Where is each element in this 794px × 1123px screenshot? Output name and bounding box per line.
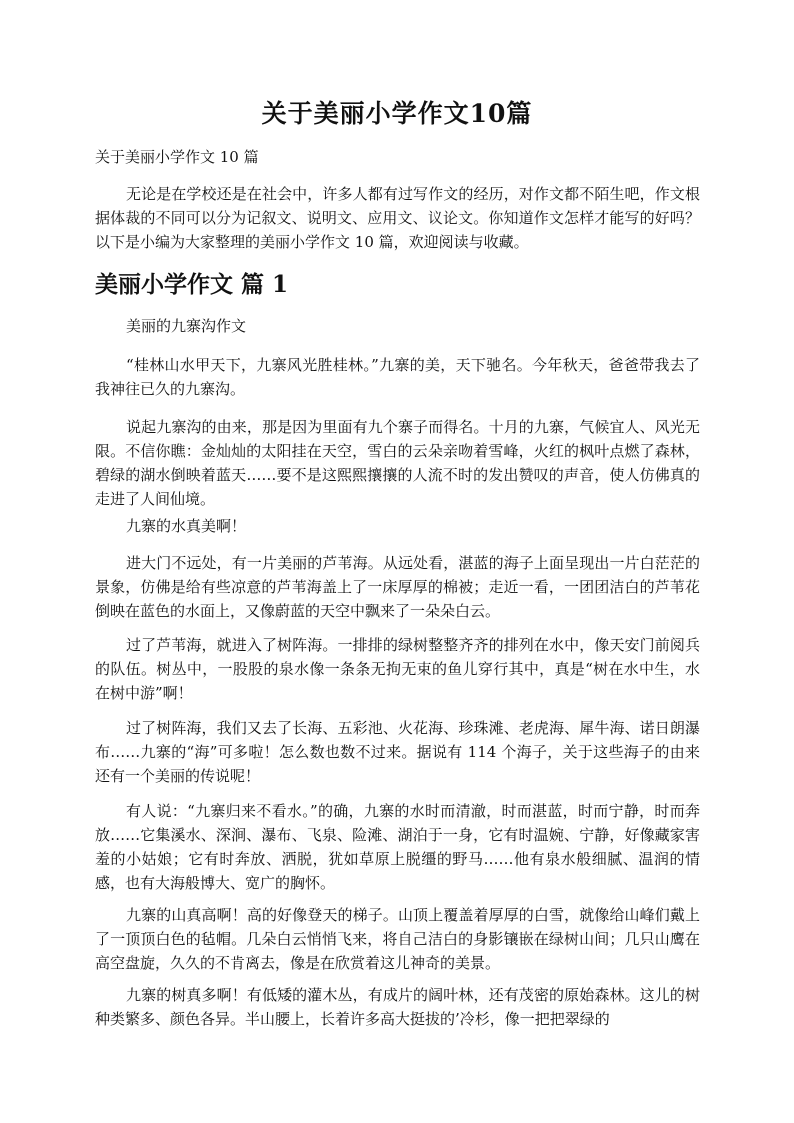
document-subtitle: 关于美丽小学作文 10 篇 bbox=[95, 148, 259, 166]
body-paragraph: 九寨的山真高啊！高的好像登天的梯子。山顶上覆盖着厚厚的白雪，就像给山峰们戴上了一顶顶白色的毡帽。几朵白云悄悄飞来，将自己洁白的身影镶嵌在绿树山间；几只山鹰在高空盘旋，久久的不肯离去，像是在欣赏着这儿神奇的美景。 bbox=[95, 906, 700, 972]
body-paragraph: 九寨的树真多啊！有低矮的灌木丛，有成片的阔叶林，还有茂密的原始森林。这儿的树种类繁多、颜色各异。半山腰上，长着许多高大挺拔的’冷杉，像一把把翠绿的 bbox=[95, 986, 700, 1028]
body-paragraph: 说起九寨沟的由来，那是因为里面有九个寨子而得名。十月的九寨，气候宜人、风光无限。不信你瞧：金灿灿的太阳挂在天空，雪白的云朵亲吻着雪峰，火红的枫叶点燃了森林，碧绿的湖水倒映着蓝天……要不是这熙熙攘攘的人流不时的发出赞叹的声音，使人仿佛真的走进了人间仙境。 bbox=[95, 418, 700, 508]
body-paragraph: 过了树阵海，我们又去了长海、五彩池、火花海、珍珠滩、老虎海、犀牛海、诺日朗瀑布……九寨的“海”可多啦！怎么数也数不过来。据说有 114 个海子，关于这些海子的由来还有一个美丽的传说呢！ bbox=[95, 719, 700, 785]
body-paragraph: 过了芦苇海，就进入了树阵海。一排排的绿树整整齐齐的排列在水中，像天安门前阅兵的队伍。树丛中，一股股的泉水像一条条无拘无束的鱼儿穿行其中，真是“树在水中生，水在树中游”啊！ bbox=[95, 636, 700, 702]
essay-title: 美丽的九寨沟作文 bbox=[126, 317, 247, 335]
section-heading: 美丽小学作文 篇 1 bbox=[95, 271, 289, 298]
intro-paragraph: 无论是在学校还是在社会中，许多人都有过写作文的经历，对作文都不陌生吧，作文根据体裁的不同可以分为记叙文、说明文、应用文、议论文。你知道作文怎样才能写的好吗？以下是小编为大家整理的美丽小学作文 10 篇，欢迎阅读与收藏。 bbox=[95, 185, 700, 251]
document-title: 关于美丽小学作文10篇 bbox=[261, 99, 533, 128]
body-paragraph-heading: 九寨的水真美啊！ bbox=[126, 517, 247, 535]
body-paragraph: 进大门不远处，有一片美丽的芦苇海。从远处看，湛蓝的海子上面呈现出一片白茫茫的景象，仿佛是给有些凉意的芦苇海盖上了一床厚厚的棉被；走近一看，一团团洁白的芦苇花倒映在蓝色的水面上，又像蔚蓝的天空中飘来了一朵朵白云。 bbox=[95, 554, 700, 620]
body-paragraph: “桂林山水甲天下，九寨风光胜桂林。”九寨的美，天下驰名。今年秋天，爸爸带我去了我神往已久的九寨沟。 bbox=[95, 356, 700, 398]
body-paragraph: 有人说：“九寨归来不看水。”的确，九寨的水时而清澈，时而湛蓝，时而宁静，时而奔放……它集溪水、深涧、瀑布、飞泉、险滩、湖泊于一身，它有时温婉、宁静，好像藏家害羞的小姑娘；它有时奔放、洒脱，犹如草原上脱缰的野马……他有泉水般细腻、温润的情感，也有大海般博大、宽广的胸怀。 bbox=[95, 802, 700, 892]
